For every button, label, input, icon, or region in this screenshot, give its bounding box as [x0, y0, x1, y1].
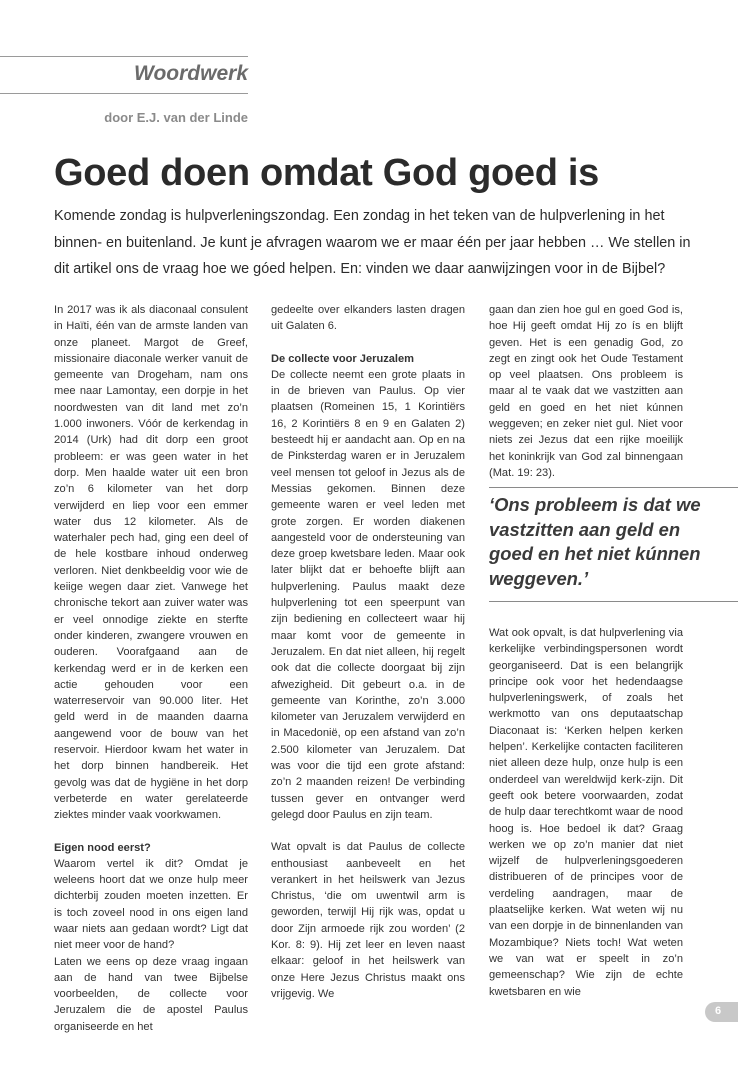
pull-quote: ‘Ons probleem is dat we vastzitten aan geld en goed en het niet kúnnen weggeven.’ — [489, 494, 701, 589]
paragraph: Wat opvalt is dat Paulus de collecte enthousiast aanbeveelt en het verankert in het heilswerk van Jezus Christus, ‘die om uwentwil arm is geworden, terwijl Hij rijk was, opdat u door Zijn armoede rijk zou worden’ (2 Kor. 8: 9). Hij zet leer en leven naast elkaar: geloof in het heilswerk van onze Here Jezus Christus maakt ons vrijgevig. We — [271, 841, 465, 1000]
paragraph: Wat ook opvalt, is dat hulpverlening via kerkelijke verbindingspersonen wordt georganiseerd. Dat is een belangrijk principe ook voor het hedendaagse hulpverleningswerk, of zoals het werkmotto van ons deputaatschap Diaconaat is: ‘Kerken helpen kerken helpen’. Kerkelijke contacten faciliteren niet alleen deze hulp, onze hulp is een onderdeel van wereldwijd kerk-zijn. Dit geeft ook betere voorwaarden, zodat de hulp daar terechtkomt waar de nood hoog is. Hoe bedoel ik dat? Graag werken we op zo’n manier dat niet wijzelf de hulpverleningsgoederen distribueren of de principes voor de verdeling aandragen, maar de plaatselijke kerken. Wat weten wij nu van een dorpje in de binnenlanden van Mozambique? Niets toch! Wat weten we van wat er speelt in zo’n gemeenschap? Wie zijn de echte kwetsbaren en wie — [489, 627, 683, 998]
page-number: 6 — [715, 1005, 722, 1017]
article-intro: Komende zondag is hulpverleningszondag. Een zondag in het teken van de hulpverlening in het binnen- en buitenland. Je kunt je afvragen waarom we er maar één per jaar hebben … We stellen in dit artikel ons de vraag hoe we góed helpen. En: vinden we daar aanwijzingen voor in de Bijbel? — [54, 208, 691, 277]
article-title: Goed doen omdat God goed is — [54, 152, 600, 194]
author-byline: door E.J. van der Linde — [104, 110, 248, 125]
page-number-tab — [705, 1002, 738, 1022]
pull-quote-rule-top — [489, 487, 738, 488]
paragraph: Waarom vertel ik dit? Omdat je weleens hoort dat we onze hulp meer dichterbij zouden moeten inzetten. Er is toch zoveel nood in ons eigen land waar niets aan gedaan wordt? Ligt dat niet meer voor de hand? — [54, 857, 248, 952]
paragraph: gedeelte over elkanders lasten dragen uit Galaten 6. — [271, 304, 465, 333]
header-rule-bottom — [0, 93, 248, 94]
column-2 — [271, 302, 465, 1002]
paragraph: gaan dan zien hoe gul en goed God is, hoe Hij geeft omdat Hij zo ís en blijft geven. Het is een genadig God, zo zegt en zingt ook het Oude Testament op veel plaatsen. Ons probleem is maar al te vaak dat we vastzitten aan geld en goed en het niet kúnnen weggeven; en zeker niet gul. Niet voor niets zei Jezus dat een rijke moeilijk het koninkrijk van God zal binnengaan (Mat. 19: 23). — [489, 304, 683, 479]
paragraph: Laten we eens op deze vraag ingaan aan de hand van twee Bijbelse voorbeelden, de collecte voor Jeruzalem die de apostel Paulus organiseerde en het — [54, 955, 248, 1033]
paragraph: De collecte neemt een grote plaats in in de brieven van Paulus. Op vier plaatsen (Romeinen 15, 1 Korintiërs 16, 2 Korintiërs 8 en 9 en Galaten 2) besteedt hij er aandacht aan. Op en na de Pinksterdag waren er in Jeruzalem veel mensen tot geloof in Jezus als de Messias gekomen. Binnen deze gemeente waren er veel leden met grote zorgen. Er worden diakenen aangesteld voor de ondersteuning van deze groep kwetsbare leden. Maar ook later blijkt dat er behoefte blijft aan hulpverlening. Paulus maakt deze hulpverlening tot een speerpunt van zijn bediening en collecteert waar hij maar komt voor de gemeente in Jeruzalem. En dat niet alleen, hij regelt ook dat die collecte doorgaat bij zijn afwezigheid. Dit gebeurt o.a. in de gemeente van Korinthe, zo’n 3.000 kilometer van Jeruzalem verwijderd en in Macedonië, op een afstand van zo’n 2.500 kilometer van Jeruzalem. Dat was voor die tijd een grote afstand: zo’n 2 maanden reizen! De verbinding tussen gever en ontvanger werd gelegd door Paulus en zijn team. — [271, 368, 465, 821]
column-3 — [489, 302, 683, 481]
section-label: Woordwerk — [134, 62, 248, 85]
subheading-collecte: De collecte voor Jeruzalem — [271, 352, 415, 365]
header-rule-top — [0, 56, 248, 57]
paragraph: In 2017 was ik als diaconaal consulent in Haïti, één van de armste landen van onze planeet. Margot de Greef, missionaire diaconale werker vanuit de gemeente van Drogeham, nam ons mee naar Lamontay, een dorpje in het noordwesten van dit land met zo’n 1.000 inwoners. Vóór de kerkendag in 2014 (Urk) had dit dorp een groot probleem: er was geen water in het dorp. Men haalde water uit een bron zo’n 6 kilometer van het dorp verwijderd en liep voor een emmer water dus 12 kilometer. Als de waterhaler pech had, ging een deel of de hele kostbare inhoud onderweg verloren. Niet denkbeeldig voor wie de keiige wegen daar ziet. Vanwege het chronische tekort aan zuiver water was er veel onnodige ziekte en sterfte onder kinderen, zwangere vrouwen en ouderen. Voorafgaand aan de kerkendag werd er in de kerken een actie gehouden voor een waterreservoir van 90.000 liter. Het geld werd in de maanden daarna aangewend voor de bouw van het reservoir. Hierdoor kwam het water in het dorp binnen handbereik. Het gevolg was dat de hygiëne in het dorp verbeterde en water gerelateerde ziektes minder vaak voorkwamen. — [54, 304, 248, 822]
pull-quote-rule-bottom — [489, 601, 738, 602]
subheading-eigen-nood: Eigen nood eerst? — [54, 841, 151, 854]
column-3-continued — [489, 625, 683, 1000]
column-1 — [54, 302, 248, 1035]
